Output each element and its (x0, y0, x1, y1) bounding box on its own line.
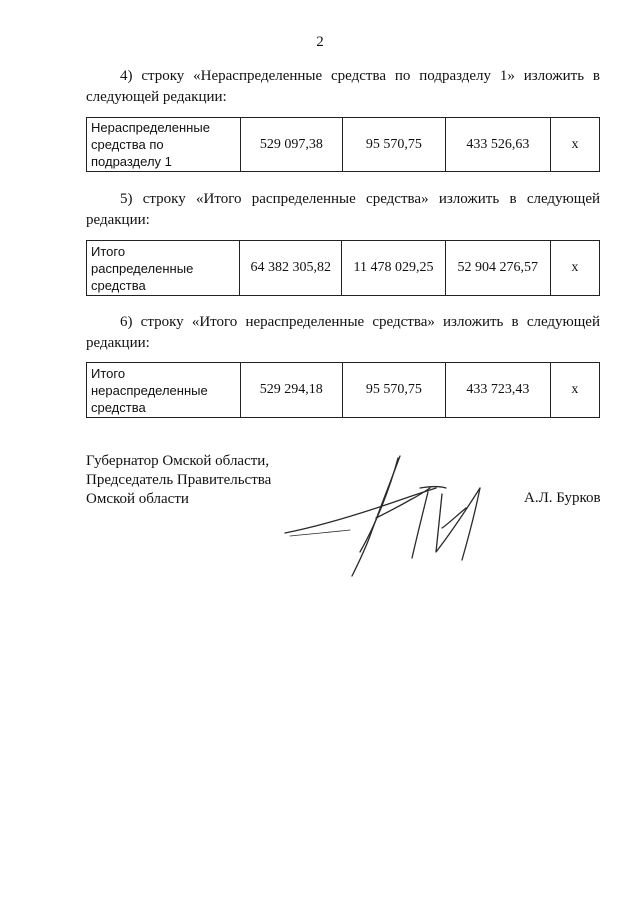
amendment-table-5 (86, 240, 600, 296)
row-name-cell (87, 241, 240, 296)
table-row (87, 363, 600, 418)
value-cell-x: x (550, 241, 599, 296)
value-cell-total: 529 294,18 (240, 363, 342, 418)
table-row (87, 241, 600, 296)
amendment-table-4 (86, 117, 600, 172)
amendment-paragraph-4 (86, 66, 600, 108)
value-cell-total: 64 382 305,82 (240, 241, 342, 296)
value-cell-regional: 433 526,63 (445, 118, 550, 172)
row-name-line: подразделу 1 (91, 154, 172, 169)
value-cell-total: 529 097,38 (240, 118, 342, 172)
row-name-line: средства по (91, 137, 164, 152)
row-name-cell (87, 118, 241, 172)
row-name-line: распределенные (91, 260, 194, 276)
paragraph-line: 6) строку «Итого нераспределенные средства» изложить в следующей (120, 314, 600, 330)
handwritten-signature (280, 448, 500, 588)
amendment-paragraph-5 (86, 189, 600, 231)
row-name-line: средства (91, 277, 146, 293)
row-name-line: Нераспределенные (91, 120, 210, 135)
table-row (87, 118, 600, 172)
value-cell-regional: 52 904 276,57 (445, 241, 550, 296)
row-name-line: средства (91, 399, 146, 415)
paragraph-line: редакции: (86, 212, 150, 228)
row-name-line: нераспределенные (91, 382, 208, 398)
value-cell-x: x (550, 118, 599, 172)
value-cell-x: x (550, 363, 599, 418)
row-name-cell (87, 363, 241, 418)
paragraph-line: следующей редакции: (86, 89, 227, 105)
signatory-title-line: Председатель Правительства (86, 472, 272, 488)
row-name-line: Итого (91, 243, 126, 259)
value-cell-regional: 433 723,43 (445, 363, 550, 418)
signatory-title (86, 452, 271, 509)
row-name-line: Итого (91, 365, 126, 381)
paragraph-line: редакции: (86, 335, 150, 351)
paragraph-line: 4) строку «Нераспределенные средства по подразделу 1» изложить в (120, 68, 600, 84)
amendment-table-6 (86, 362, 600, 418)
paragraph-line: 5) строку «Итого распределенные средства» изложить в следующей (120, 191, 600, 207)
value-cell-federal: 95 570,75 (342, 363, 445, 418)
signatory-title-line: Губернатор Омской области, (86, 453, 270, 469)
value-cell-federal: 95 570,75 (342, 118, 445, 172)
value-cell-federal: 11 478 029,25 (342, 241, 445, 296)
page-number: 2 (316, 34, 324, 50)
signatory-name: А.Л. Бурков (524, 490, 601, 506)
signatory-title-line: Омской области (86, 491, 189, 507)
amendment-paragraph-6 (86, 312, 600, 354)
